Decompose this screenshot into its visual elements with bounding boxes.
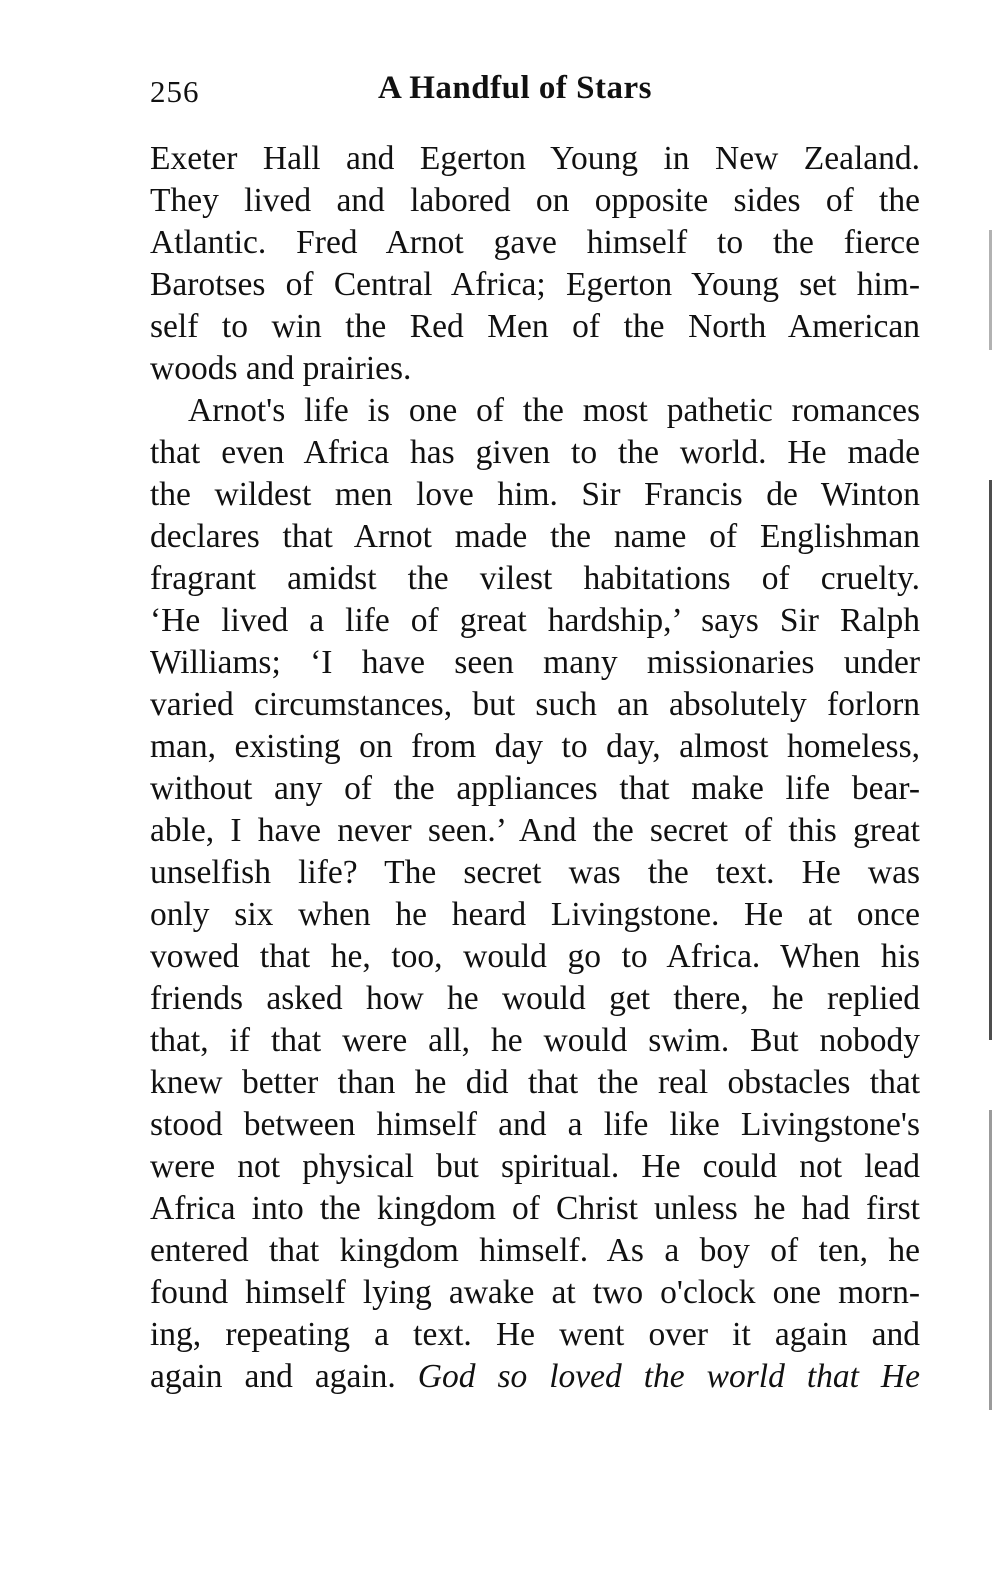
text-line: unselfish life? The secret was the text. He was — [150, 854, 920, 891]
body-text — [150, 138, 920, 1398]
page-edge-mark — [989, 1110, 992, 1410]
text-line: vowed that he, too, would go to Africa. When his — [150, 938, 920, 975]
text-line: friends asked how he would get there, he replied — [150, 980, 920, 1017]
page-edge-mark — [989, 230, 992, 350]
text-line: that even Africa has given to the world. He made — [150, 434, 920, 471]
text-line: Exeter Hall and Egerton Young in New Zealand. — [150, 140, 920, 177]
text-line: Atlantic. Fred Arnot gave himself to the fierce — [150, 224, 920, 261]
text-line: able, I have never seen.’ And the secret of this great — [150, 812, 920, 849]
final-line-plain: again and again. — [150, 1358, 396, 1395]
text-line: only six when he heard Livingstone. He at once — [150, 896, 920, 933]
text-line: ing, repeating a text. He went over it again and — [150, 1316, 920, 1353]
text-line: entered that kingdom himself. As a boy of ten, he — [150, 1232, 920, 1269]
text-line: Williams; ‘I have seen many missionaries under — [150, 644, 920, 681]
text-line: were not physical but spiritual. He could not lead — [150, 1148, 920, 1185]
text-line: man, existing on from day to day, almost homeless, — [150, 728, 920, 765]
text-line: ‘He lived a life of great hardship,’ says Sir Ralph — [150, 602, 920, 639]
text-line: woods and prairies. — [150, 350, 412, 387]
text-line: the wildest men love him. Sir Francis de Winton — [150, 476, 920, 513]
final-text-line — [150, 1356, 920, 1398]
paragraph-start-line: Arnot's life is one of the most pathetic romances — [188, 392, 920, 429]
text-line: fragrant amidst the vilest habitations of cruelty. — [150, 560, 920, 597]
text-line: self to win the Red Men of the North American — [150, 308, 920, 345]
text-line: Barotses of Central Africa; Egerton Young set him- — [150, 266, 920, 303]
text-line: that, if that were all, he would swim. But nobody — [150, 1022, 920, 1059]
final-line-italic: God so loved the world that He — [417, 1358, 920, 1395]
text-line: without any of the appliances that make life bear- — [150, 770, 920, 807]
page-header — [150, 66, 922, 116]
page-edge-mark — [989, 480, 992, 1040]
text-line: Africa into the kingdom of Christ unless he had first — [150, 1190, 920, 1227]
running-title: A Handful of Stars — [378, 70, 652, 106]
text-line: knew better than he did that the real obstacles that — [150, 1064, 920, 1101]
text-line: varied circumstances, but such an absolutely forlorn — [150, 686, 920, 723]
text-line: They lived and labored on opposite sides of the — [150, 182, 920, 219]
text-line: stood between himself and a life like Livingstone's — [150, 1106, 920, 1143]
text-line: declares that Arnot made the name of Englishman — [150, 518, 920, 555]
page-number: 256 — [150, 74, 200, 109]
text-line: found himself lying awake at two o'clock one morn- — [150, 1274, 920, 1311]
